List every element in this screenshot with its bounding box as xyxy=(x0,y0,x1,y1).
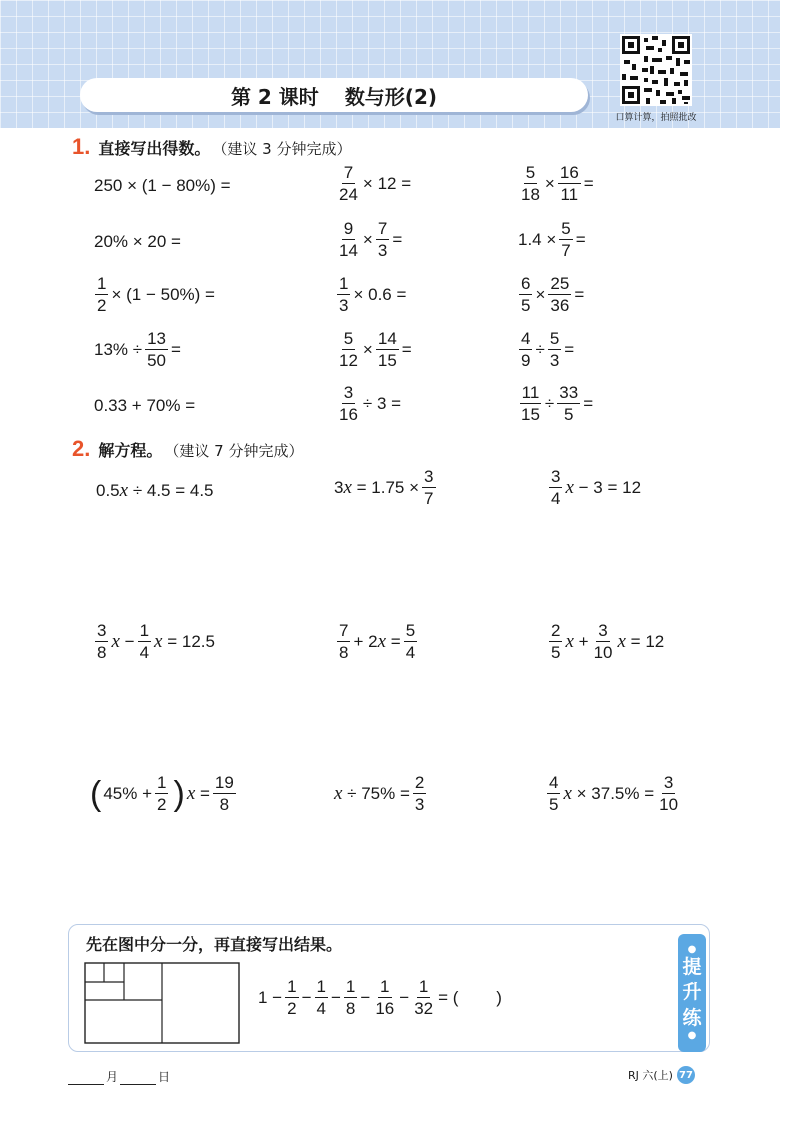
fraction: $\frac{13}{50}$ xyxy=(147,329,166,370)
extension-expression: 1 − $\frac{1}{2}$ − $\frac{1}{4}$ − $\frac{1}{8}$ − $\frac{1}{16}$ − $\frac{1}{32}$ = ( ) xyxy=(258,977,502,1018)
fraction: $\frac{3}{4}$ xyxy=(551,467,561,508)
section2-number: 2. xyxy=(72,436,91,461)
equation-item: ( 45% + $\frac{1}{2}$ ) x = $\frac{19}{8}$ xyxy=(90,773,234,814)
equation-item: x ÷ 75% = $\frac{2}{3}$ xyxy=(334,773,425,814)
fraction: $\frac{5}{3}$ xyxy=(549,329,560,370)
fraction: $\frac{1}{32}$ xyxy=(414,977,434,1018)
fraction: $\frac{16}{11}$ xyxy=(559,163,579,204)
fraction: $\frac{19}{8}$ xyxy=(214,773,234,814)
fraction: $\frac{7}{3}$ xyxy=(377,219,388,260)
qr-caption: 口算计算，拍照批改 xyxy=(615,113,697,123)
fraction: $\frac{5}{18}$ xyxy=(521,163,540,204)
lesson-title-bar xyxy=(80,78,588,112)
section1-title: 直接写出得数。 xyxy=(98,139,211,158)
fraction: $\frac{3}{8}$ xyxy=(97,621,107,662)
section2-heading xyxy=(72,436,303,462)
fraction: $\frac{14}{15}$ xyxy=(377,329,397,370)
answer-blank[interactable]: = ( ) xyxy=(438,987,502,1007)
section1-heading xyxy=(72,134,351,160)
lesson-number: 第 2 课时 xyxy=(230,84,319,109)
book-label: RJ 六(上) xyxy=(628,1069,673,1082)
date-field[interactable]: 月 日 xyxy=(66,1068,170,1085)
equation-item: $\frac{3}{8}$ x − $\frac{1}{4}$ x = 12.5 xyxy=(97,621,215,662)
fraction: $\frac{1}{2}$ xyxy=(157,773,167,814)
fraction: $\frac{4}{5}$ xyxy=(549,773,559,814)
lesson-topic: 数与形(2) xyxy=(344,84,438,109)
fraction: $\frac{1}{2}$ xyxy=(287,977,297,1018)
fraction: $\frac{5}{7}$ xyxy=(561,219,571,260)
oral-item: $\frac{5}{12}$ × $\frac{14}{15}$ = xyxy=(339,329,412,370)
fraction: $\frac{3}{10}$ xyxy=(659,773,679,814)
fraction: $\frac{1}{2}$ xyxy=(97,274,107,315)
section2-hint: （建议 7 分钟完成） xyxy=(164,442,304,460)
section2-title: 解方程。 xyxy=(98,441,163,460)
oral-item: 0.33 + 70% = xyxy=(94,396,196,415)
fraction: $\frac{5}{12}$ xyxy=(339,329,358,370)
partition-diagram xyxy=(84,962,240,1049)
fraction: $\frac{7}{8}$ xyxy=(339,621,349,662)
page-number: 77 xyxy=(677,1066,695,1084)
oral-item: $\frac{7}{24}$ × 12 = xyxy=(339,163,412,204)
fraction: $\frac{1}{4}$ xyxy=(139,621,150,662)
oral-item: $\frac{1}{2}$ × (1 − 50%) = xyxy=(97,274,215,315)
fraction: $\frac{1}{8}$ xyxy=(345,977,356,1018)
fraction: $\frac{1}{4}$ xyxy=(316,977,326,1018)
equation-item: $\frac{4}{5}$ x × 37.5% = $\frac{3}{10}$ xyxy=(549,773,679,814)
oral-item: $\frac{5}{18}$ × $\frac{16}{11}$ = xyxy=(521,163,594,204)
oral-item: $\frac{3}{16}$ ÷ 3 = xyxy=(339,383,402,424)
oral-item: $\frac{4}{9}$ ÷ $\frac{5}{3}$ = xyxy=(521,329,575,370)
equation-item: $\frac{2}{5}$ x + $\frac{3}{10}$ x = 12 xyxy=(551,621,665,662)
fraction: $\frac{7}{24}$ xyxy=(339,163,358,204)
oral-item: $\frac{11}{15}$ ÷ $\frac{33}{5}$ = xyxy=(521,383,594,424)
section1-number: 1. xyxy=(72,134,91,159)
fraction: $\frac{9}{14}$ xyxy=(339,219,358,260)
oral-item: 250 × (1 − 80%) = xyxy=(94,176,231,195)
extension-title: 先在图中分一分，再直接写出结果。 xyxy=(86,935,343,954)
fraction: $\frac{5}{4}$ xyxy=(405,621,416,662)
fraction: $\frac{25}{36}$ xyxy=(550,274,570,315)
practice-tab: ● 提 升 练 ● xyxy=(678,934,706,1052)
oral-item: 13% ÷ $\frac{13}{50}$ = xyxy=(94,329,181,370)
fraction: $\frac{4}{9}$ xyxy=(521,329,531,370)
oral-item: $\frac{9}{14}$ × $\frac{7}{3}$ = xyxy=(339,219,403,260)
page-footer xyxy=(628,1066,695,1084)
fraction: $\frac{3}{16}$ xyxy=(339,383,358,424)
section1-hint: （建议 3 分钟完成） xyxy=(212,140,352,158)
fraction: $\frac{2}{3}$ xyxy=(414,773,425,814)
equation-item: 0.5 x ÷ 4.5 = 4.5 xyxy=(96,480,214,501)
fraction: $\frac{3}{10}$ xyxy=(593,621,613,662)
equation-item: $\frac{3}{4}$ x − 3 = 12 xyxy=(551,467,642,508)
oral-item: $\frac{6}{5}$ × $\frac{25}{36}$ = xyxy=(521,274,585,315)
fraction: $\frac{1}{3}$ xyxy=(339,274,349,315)
fraction: $\frac{33}{5}$ xyxy=(559,383,579,424)
oral-item: 20% × 20 = xyxy=(94,232,181,251)
fraction: $\frac{11}{15}$ xyxy=(521,383,540,424)
fraction: $\frac{6}{5}$ xyxy=(521,274,531,315)
fraction: $\frac{2}{5}$ xyxy=(551,621,561,662)
fraction: $\frac{3}{7}$ xyxy=(424,467,434,508)
equation-item: $\frac{7}{8}$ + 2 x = $\frac{5}{4}$ xyxy=(339,621,416,662)
qr-code-icon[interactable] xyxy=(620,34,692,106)
fraction: $\frac{1}{16}$ xyxy=(375,977,395,1018)
oral-item: 1.4 × $\frac{5}{7}$ = xyxy=(518,219,586,260)
oral-item: $\frac{1}{3}$ × 0.6 = xyxy=(339,274,407,315)
equation-item: 3 x = 1.75 × $\frac{3}{7}$ xyxy=(334,467,434,508)
